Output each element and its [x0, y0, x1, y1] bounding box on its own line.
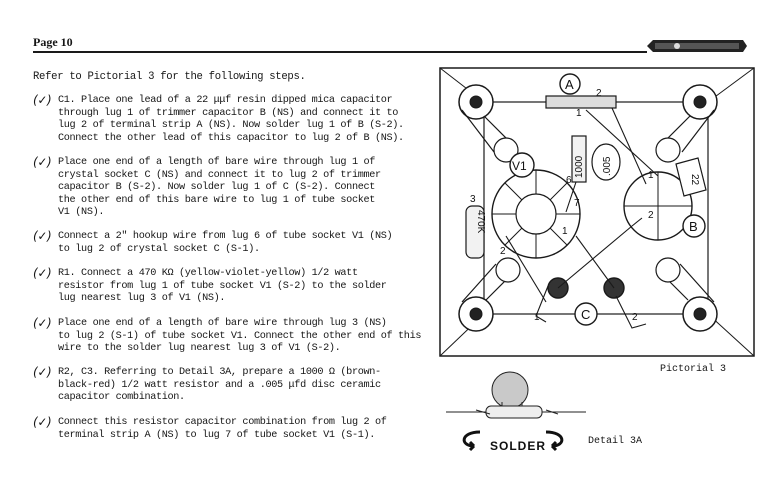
step-combination — [33, 417, 393, 442]
step-bare-wire-crystal — [33, 157, 393, 220]
left-arrow-icon — [464, 432, 480, 450]
step-line: V1 (NS). — [58, 207, 105, 218]
step-c1 — [33, 93, 404, 145]
checkbox-mark[interactable]: (✓) — [33, 266, 52, 280]
checkbox-mark[interactable]: (✓) — [33, 93, 52, 107]
resistor-body — [486, 406, 542, 418]
checkbox-mark[interactable]: (✓) — [33, 155, 52, 169]
step-line: R2, C3. Referring to Detail 3A, prepare a 1000 Ω (brown- — [58, 367, 381, 378]
standoff-bottom-left — [459, 258, 520, 331]
step-r1 — [33, 268, 393, 306]
svg-text:470K: 470K — [475, 210, 486, 234]
label-v1: V1 — [512, 159, 527, 173]
step-line: Connect a 2" hookup wire from lug 6 of tube socket V1 (NS) — [58, 231, 393, 242]
lug-label-2: 2 — [500, 246, 506, 257]
disc-capacitor-005 — [592, 144, 620, 180]
step-line: capacitor B (S-2). Now solder lug 1 of C (S-2). Connect — [58, 182, 375, 193]
pictorial-caption: Pictorial 3 — [660, 364, 727, 375]
svg-text:22: 22 — [689, 174, 700, 186]
checkbox-mark[interactable]: (✓) — [33, 229, 52, 243]
step-line: Place one end of a length of bare wire through lug 1 of — [58, 157, 375, 168]
disc-capacitor — [492, 372, 528, 408]
step-line: C1. Place one lead of a 22 μμf resin dipped mica capacitor — [58, 95, 393, 106]
lug-label-2: 2 — [596, 88, 602, 99]
standoff-top-left — [459, 85, 518, 162]
step-line: resistor from lug 1 of tube socket V1 (S-2) to the solder — [58, 280, 387, 292]
detail-3a-illustration — [446, 366, 586, 456]
lug-label-7: 7 — [574, 198, 580, 209]
step-line: Place one end of a length of bare wire through lug 3 (NS) — [58, 318, 387, 329]
step-line: lug 2 of terminal strip A (NS). Now solder lug 1 of B (S-2). — [58, 120, 404, 131]
solder-label: SOLDER — [490, 439, 547, 453]
pictorial-3-diagram — [436, 66, 758, 360]
step-line: through lug 1 of trimmer capacitor B (NS) and connect it to — [58, 107, 399, 119]
step-line: lug nearest lug 3 of V1 (NS). — [58, 293, 226, 304]
svg-text:1000: 1000 — [574, 155, 585, 178]
intro-text: Refer to Pictorial 3 for the following steps. — [33, 71, 306, 83]
lug-label-6: 6 — [566, 175, 572, 186]
step-r2-c3 — [33, 367, 393, 405]
step-line: black-red) 1/2 watt resistor and a .005 μfd disc ceramic — [58, 379, 381, 391]
right-arrow-icon — [546, 432, 562, 450]
label-b: B — [689, 219, 698, 234]
tube-socket-v1 — [470, 153, 580, 258]
detail-caption: Detail 3A — [588, 436, 643, 447]
checkbox-mark[interactable]: (✓) — [33, 415, 52, 429]
page-title: Page 10 — [33, 35, 73, 49]
lug-label-1: 1 — [648, 170, 654, 181]
step-line: to lug 2 of crystal socket C (S-1). — [58, 243, 260, 255]
svg-text:.005: .005 — [602, 156, 613, 176]
lug-label-2: 2 — [632, 312, 638, 323]
terminal-strip-a — [546, 74, 616, 119]
resistor-1000 — [572, 136, 586, 182]
lug-label-1: 1 — [576, 108, 582, 119]
lug-label-1: 1 — [562, 226, 568, 237]
checkbox-mark[interactable]: (✓) — [33, 365, 52, 379]
step-line: the other end of this bare wire to lug 1 of tube socket — [58, 194, 375, 206]
step-bare-wire-lug3 — [33, 316, 422, 356]
lug-label-1: 1 — [534, 312, 540, 323]
step-line: crystal socket C (NS) and connect it to lug 2 of trimmer — [58, 169, 381, 181]
step-line: R1. Connect a 470 KΩ (yellow-violet-yellow) 1/2 watt — [58, 268, 358, 279]
lug-label-2: 2 — [648, 210, 654, 221]
crystal-socket-c — [534, 278, 638, 325]
checkbox-mark[interactable]: (✓) — [33, 316, 52, 330]
step-line: terminal strip A (NS) to lug 7 of tube socket V1 (S-1). — [58, 429, 375, 441]
header-rule — [33, 51, 647, 53]
step-hookup-wire — [33, 231, 393, 256]
step-line: Connect the other lead of this capacitor to lug 2 of B (NS). — [58, 132, 404, 144]
label-a: A — [565, 77, 574, 92]
step-line: Connect this resistor capacitor combination from lug 2 of — [58, 417, 387, 428]
label-c: C — [581, 307, 591, 322]
brand-logo — [647, 39, 747, 53]
resistor-470k — [466, 206, 486, 258]
step-line: capacitor combination. — [58, 392, 185, 403]
step-line: to lug 2 (S-1) of tube socket V1. Connect the other end of this — [58, 330, 422, 342]
lug-label-3: 3 — [470, 194, 476, 205]
step-line: wire to the solder lug nearest lug 3 of V1 (S-2). — [58, 343, 341, 354]
